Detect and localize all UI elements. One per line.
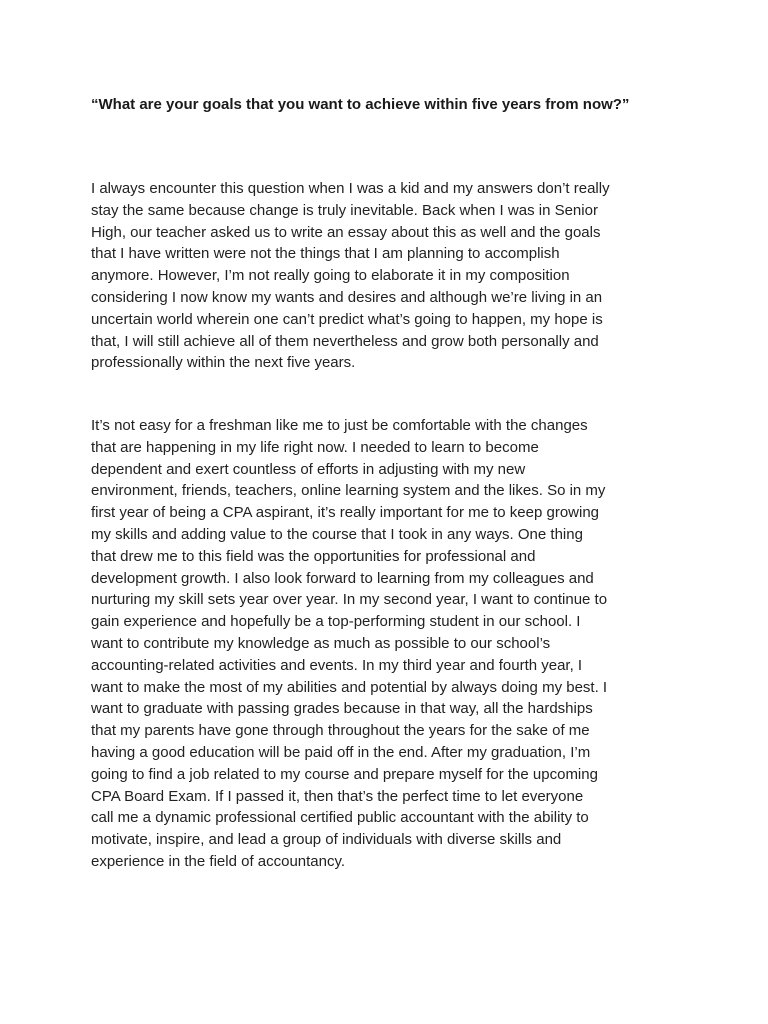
paragraph-line: dependent and exert countless of efforts in adjusting with my new <box>91 460 526 478</box>
paragraph-line: High, our teacher asked us to write an essay about this as well and the goals <box>91 223 601 241</box>
paragraph-line: having a good education will be paid off in the end. After my graduation, I’m <box>91 743 591 761</box>
paragraph-line: first year of being a CPA aspirant, it’s really important for me to keep growing <box>91 504 600 522</box>
essay-paragraph-1 <box>91 178 691 374</box>
paragraph-line: that I have written were not the things that I am planning to accomplish <box>91 245 560 263</box>
paragraph-line: motivate, inspire, and lead a group of individuals with diverse skills and <box>91 831 562 849</box>
essay-title: “What are your goals that you want to achieve within five years from now?” <box>91 96 630 113</box>
paragraph-line: environment, friends, teachers, online learning system and the likes. So in my <box>91 482 606 500</box>
paragraph-line: It’s not easy for a freshman like me to just be comfortable with the changes <box>91 417 588 434</box>
paragraph-line: that my parents have gone through throughout the years for the sake of me <box>91 722 590 740</box>
paragraph-line: that drew me to this field was the opportunities for professional and <box>91 547 536 565</box>
paragraph-line: uncertain world wherein one can’t predict what’s going to happen, my hope is <box>91 310 603 328</box>
paragraph-line: stay the same because change is truly inevitable. Back when I was in Senior <box>91 201 598 219</box>
paragraph-line: call me a dynamic professional certified public accountant with the ability to <box>91 809 589 827</box>
paragraph-line: that, I will still achieve all of them nevertheless and grow both personally and <box>91 332 599 350</box>
paragraph-line: nurturing my skill sets year over year. In my second year, I want to continue to <box>91 591 608 609</box>
paragraph-line: want to graduate with passing grades because in that way, all the hardships <box>91 700 593 718</box>
paragraph-line: development growth. I also look forward to learning from my colleagues and <box>91 569 594 587</box>
paragraph-line: that are happening in my life right now. I needed to learn to become <box>91 438 539 456</box>
paragraph-line: gain experience and hopefully be a top-performing student in our school. I <box>91 613 581 631</box>
paragraph-line: I always encounter this question when I was a kid and my answers don’t really <box>91 180 610 197</box>
paragraph-line: professionally within the next five years. <box>91 354 356 372</box>
paragraph-line: CPA Board Exam. If I passed it, then that’s the perfect time to let everyone <box>91 787 584 805</box>
paragraph-line: anymore. However, I’m not really going to elaborate it in my composition <box>91 267 570 285</box>
essay-paragraph-2 <box>91 415 691 873</box>
paragraph-line: going to find a job related to my course and prepare myself for the upcoming <box>91 765 598 783</box>
paragraph-line: considering I now know my wants and desires and although we’re living in an <box>91 288 603 306</box>
paragraph-line: want to make the most of my abilities and potential by always doing my best. I <box>91 678 608 696</box>
paragraph-line: want to contribute my knowledge as much as possible to our school’s <box>91 634 551 652</box>
paragraph-line: experience in the field of accountancy. <box>91 852 346 870</box>
paragraph-line: my skills and adding value to the course that I took in any ways. One thing <box>91 525 583 543</box>
paragraph-line: accounting-related activities and events. In my third year and fourth year, I <box>91 656 583 674</box>
